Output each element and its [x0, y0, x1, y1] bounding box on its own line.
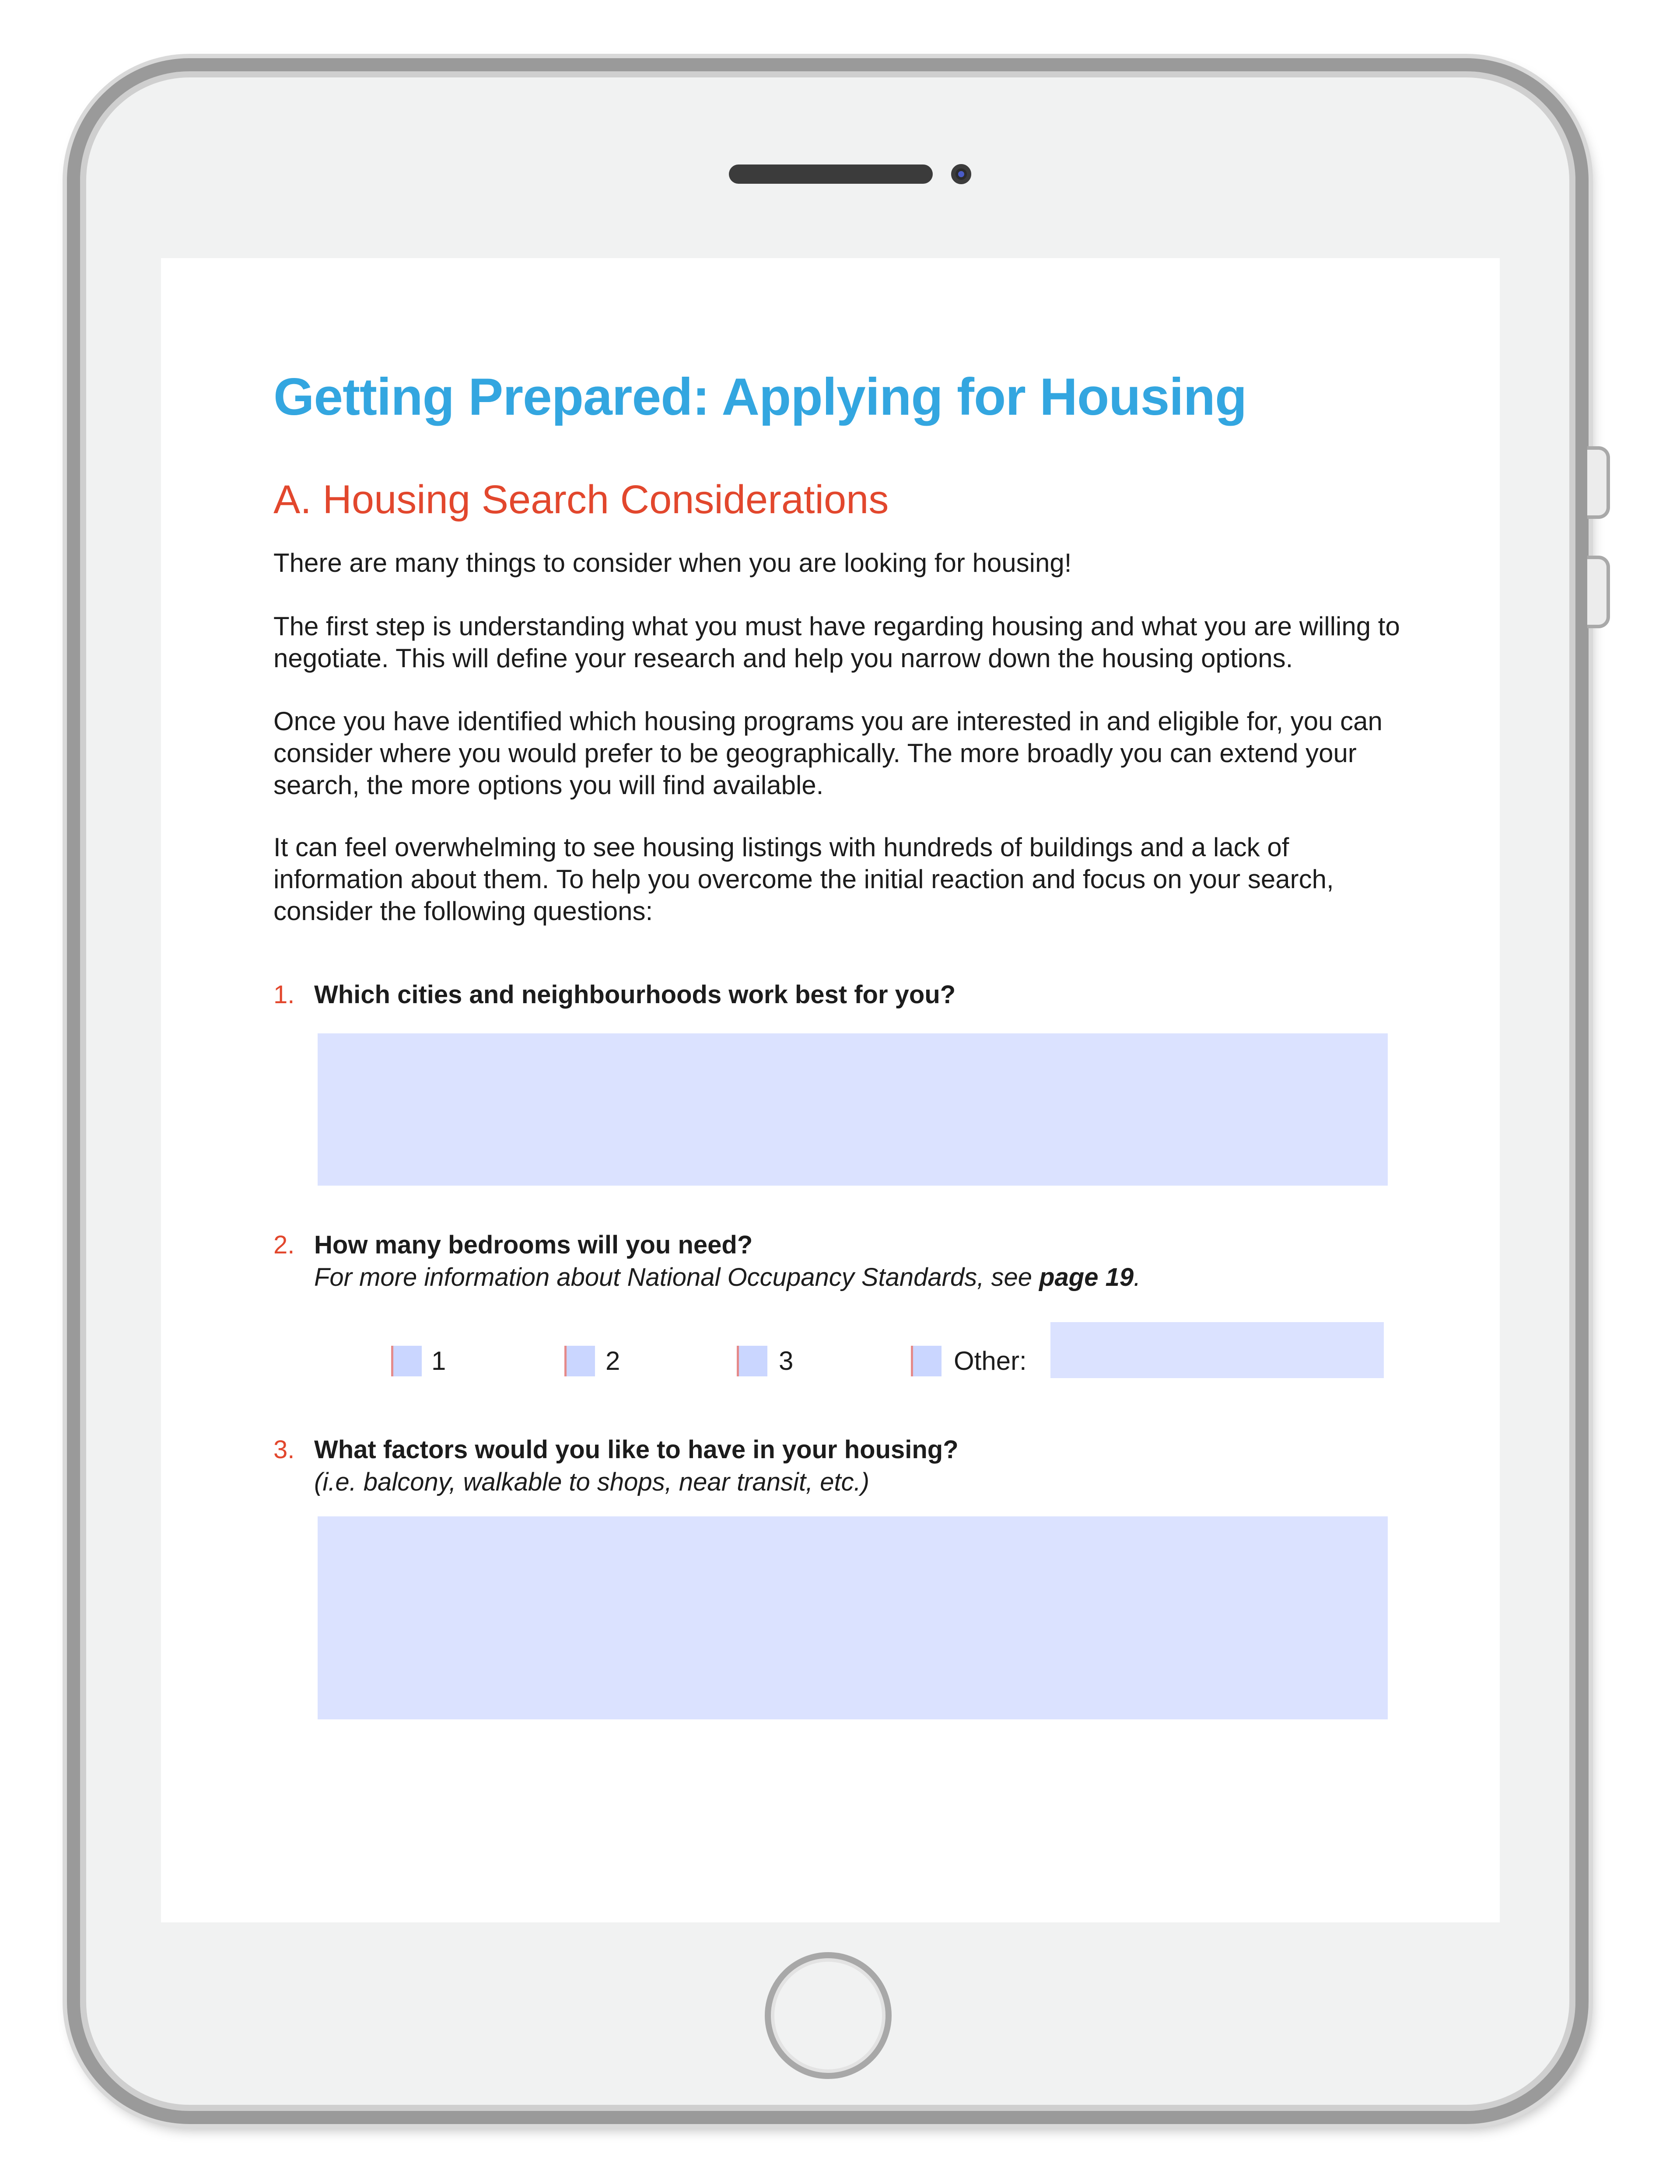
- speaker-grille-icon: [729, 164, 933, 184]
- intro-paragraph-4: It can feel overwhelming to see housing listings with hundreds of buildings and a lack of information about them. To help you overcome the initial reaction and focus on your search, consider the following questions:: [273, 833, 1334, 926]
- question-3-note: (i.e. balcony, walkable to shops, near transit, etc.): [314, 1468, 870, 1496]
- bedrooms-2-checkbox[interactable]: [564, 1346, 595, 1376]
- volume-up-button: [1587, 446, 1610, 519]
- question-1-number: 1.: [273, 980, 295, 1009]
- bedrooms-1-label: 1: [431, 1346, 446, 1376]
- question-2-note: [314, 1263, 1141, 1292]
- page-19-link[interactable]: page 19: [1039, 1263, 1134, 1292]
- question-2-number: 2.: [273, 1231, 295, 1259]
- bedrooms-other-label: Other:: [954, 1346, 1027, 1376]
- bedrooms-1-checkbox[interactable]: [391, 1346, 422, 1376]
- bedrooms-3-label: 3: [779, 1346, 794, 1376]
- intro-paragraph-2: The first step is understanding what you must have regarding housing and what you are willing to negotiate. This will define your research and help you narrow down the housing options.: [273, 612, 1400, 673]
- volume-down-button: [1587, 556, 1610, 628]
- bedrooms-2-label: 2: [606, 1346, 620, 1376]
- question-2-text: How many bedrooms will you need?: [314, 1231, 753, 1259]
- intro-paragraph-1: There are many things to consider when you are looking for housing!: [273, 548, 1072, 578]
- question-1-answer-field[interactable]: [318, 1033, 1388, 1186]
- bedrooms-3-checkbox[interactable]: [737, 1346, 767, 1376]
- intro-paragraph-3: Once you have identified which housing programs you are interested in and eligible for, you can consider where you would prefer to be geographically. The more broadly you can extend your search, the more options you will find available.: [273, 707, 1382, 800]
- bedrooms-other-field[interactable]: [1050, 1322, 1384, 1378]
- question-2-note-suffix: .: [1134, 1263, 1141, 1292]
- question-3-answer-field[interactable]: [318, 1516, 1388, 1719]
- question-3-number: 3.: [273, 1435, 295, 1464]
- question-2-note-text: For more information about National Occupancy Standards, see: [314, 1263, 1040, 1292]
- bedrooms-other-checkbox[interactable]: [911, 1346, 942, 1376]
- document-screen: [161, 258, 1500, 1922]
- question-1-text: Which cities and neighbourhoods work best for you?: [314, 980, 956, 1009]
- front-camera-icon: [951, 164, 971, 184]
- home-button[interactable]: [765, 1952, 892, 2079]
- question-3-text: What factors would you like to have in your housing?: [314, 1435, 959, 1464]
- page-title: Getting Prepared: Applying for Housing: [273, 368, 1247, 426]
- section-heading: A. Housing Search Considerations: [273, 477, 889, 522]
